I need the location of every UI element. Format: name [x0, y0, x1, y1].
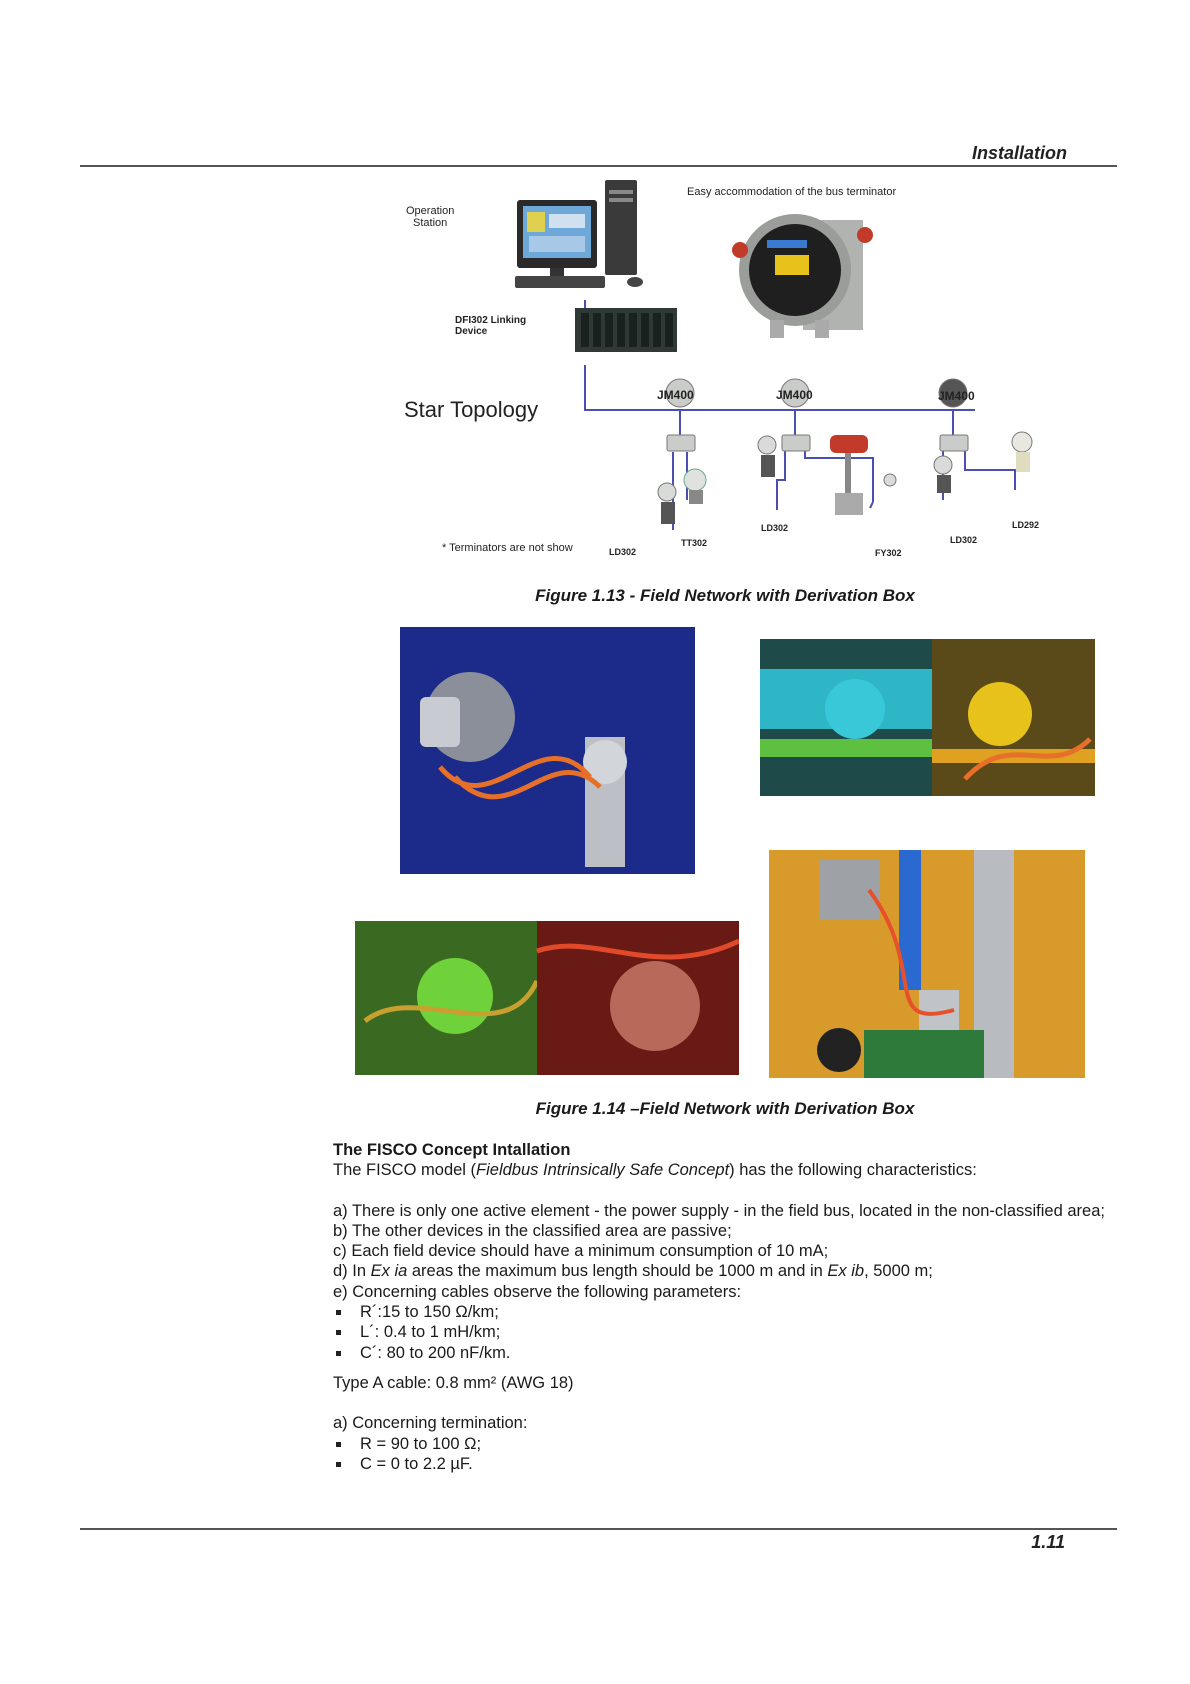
- page-number: 1.11: [1031, 1532, 1065, 1552]
- figure-1-14-caption: Figure 1.14 –Field Network with Derivation Box: [535, 1099, 915, 1118]
- fisco-item-e: e) Concerning cables observe the following parameters:: [333, 1282, 742, 1301]
- termination-title: a) Concerning termination:: [333, 1414, 528, 1433]
- termination-parameter-list: [333, 1434, 1123, 1475]
- footer-rule: [80, 1528, 1117, 1530]
- list-item: L´: 0.4 to 1 mH/km;: [333, 1322, 1123, 1342]
- figure-network-diagram: [395, 180, 1045, 570]
- label-jm400-3: JM400: [938, 389, 975, 403]
- photo-ochre-valve: [769, 850, 1085, 1078]
- label-fy302: FY302: [875, 548, 902, 558]
- dfi302-rack-illustration: [575, 308, 677, 352]
- figure-1-13-caption: Figure 1.13 - Field Network with Derivation Box: [535, 586, 915, 605]
- network-diagram-svg: [395, 180, 1045, 570]
- running-header: Installation: [971, 143, 1067, 163]
- label-ld302-c: LD302: [950, 535, 978, 545]
- photo-blue-tank: [400, 627, 695, 874]
- cable-parameter-list: [333, 1302, 1123, 1363]
- jm400-boxes: [666, 379, 968, 451]
- list-item: R = 90 to 100 Ω;: [333, 1434, 1123, 1454]
- label-ld302-a: LD302: [609, 547, 637, 557]
- computer-illustration: [515, 180, 643, 288]
- label-operation-station: Operation Station: [406, 205, 455, 229]
- fisco-section: [333, 1140, 1123, 1474]
- label-terminators-note: * Terminators are not show: [442, 542, 573, 554]
- transmitter-icons: [658, 432, 1032, 524]
- label-jm400-2: JM400: [776, 388, 813, 402]
- label-tt302: TT302: [681, 538, 708, 548]
- label-jm400-1: JM400: [657, 388, 694, 402]
- list-item: C = 0 to 2.2 µF.: [333, 1454, 1123, 1474]
- label-bus-terminator: Easy accommodation of the bus terminator: [687, 186, 897, 198]
- fisco-item-b: b) The other devices in the classified area are passive;: [333, 1221, 732, 1240]
- label-dfi302: DFI302 Linking Device: [455, 315, 527, 337]
- cable-type-a: Type A cable: 0.8 mm² (AWG 18): [333, 1373, 574, 1392]
- fisco-item-d: d) In Ex ia areas the maximum bus length should be 1000 m and in Ex ib, 5000 m;: [333, 1262, 933, 1281]
- label-ld292: LD292: [1012, 520, 1040, 530]
- label-star-topology: Star Topology: [404, 397, 539, 422]
- list-item: R´:15 to 150 Ω/km;: [333, 1302, 1123, 1322]
- photo-green-red: [355, 921, 739, 1075]
- label-ld302-b: LD302: [761, 523, 789, 533]
- fisco-title: The FISCO Concept Intallation: [333, 1141, 571, 1159]
- fisco-intro: The FISCO model (Fieldbus Intrinsically Safe Concept) has the following characteristics:: [333, 1161, 977, 1180]
- header-rule: [80, 165, 1117, 167]
- terminator-box-illustration: [732, 214, 873, 338]
- photo-cyan-yellow: [760, 639, 1095, 796]
- list-item: C´: 80 to 200 nF/km.: [333, 1343, 1123, 1363]
- fisco-item-a: a) There is only one active element - the power supply - in the field bus, located in the non-classified area;: [333, 1201, 1105, 1220]
- fisco-item-c: c) Each field device should have a minimum consumption of 10 mA;: [333, 1242, 829, 1261]
